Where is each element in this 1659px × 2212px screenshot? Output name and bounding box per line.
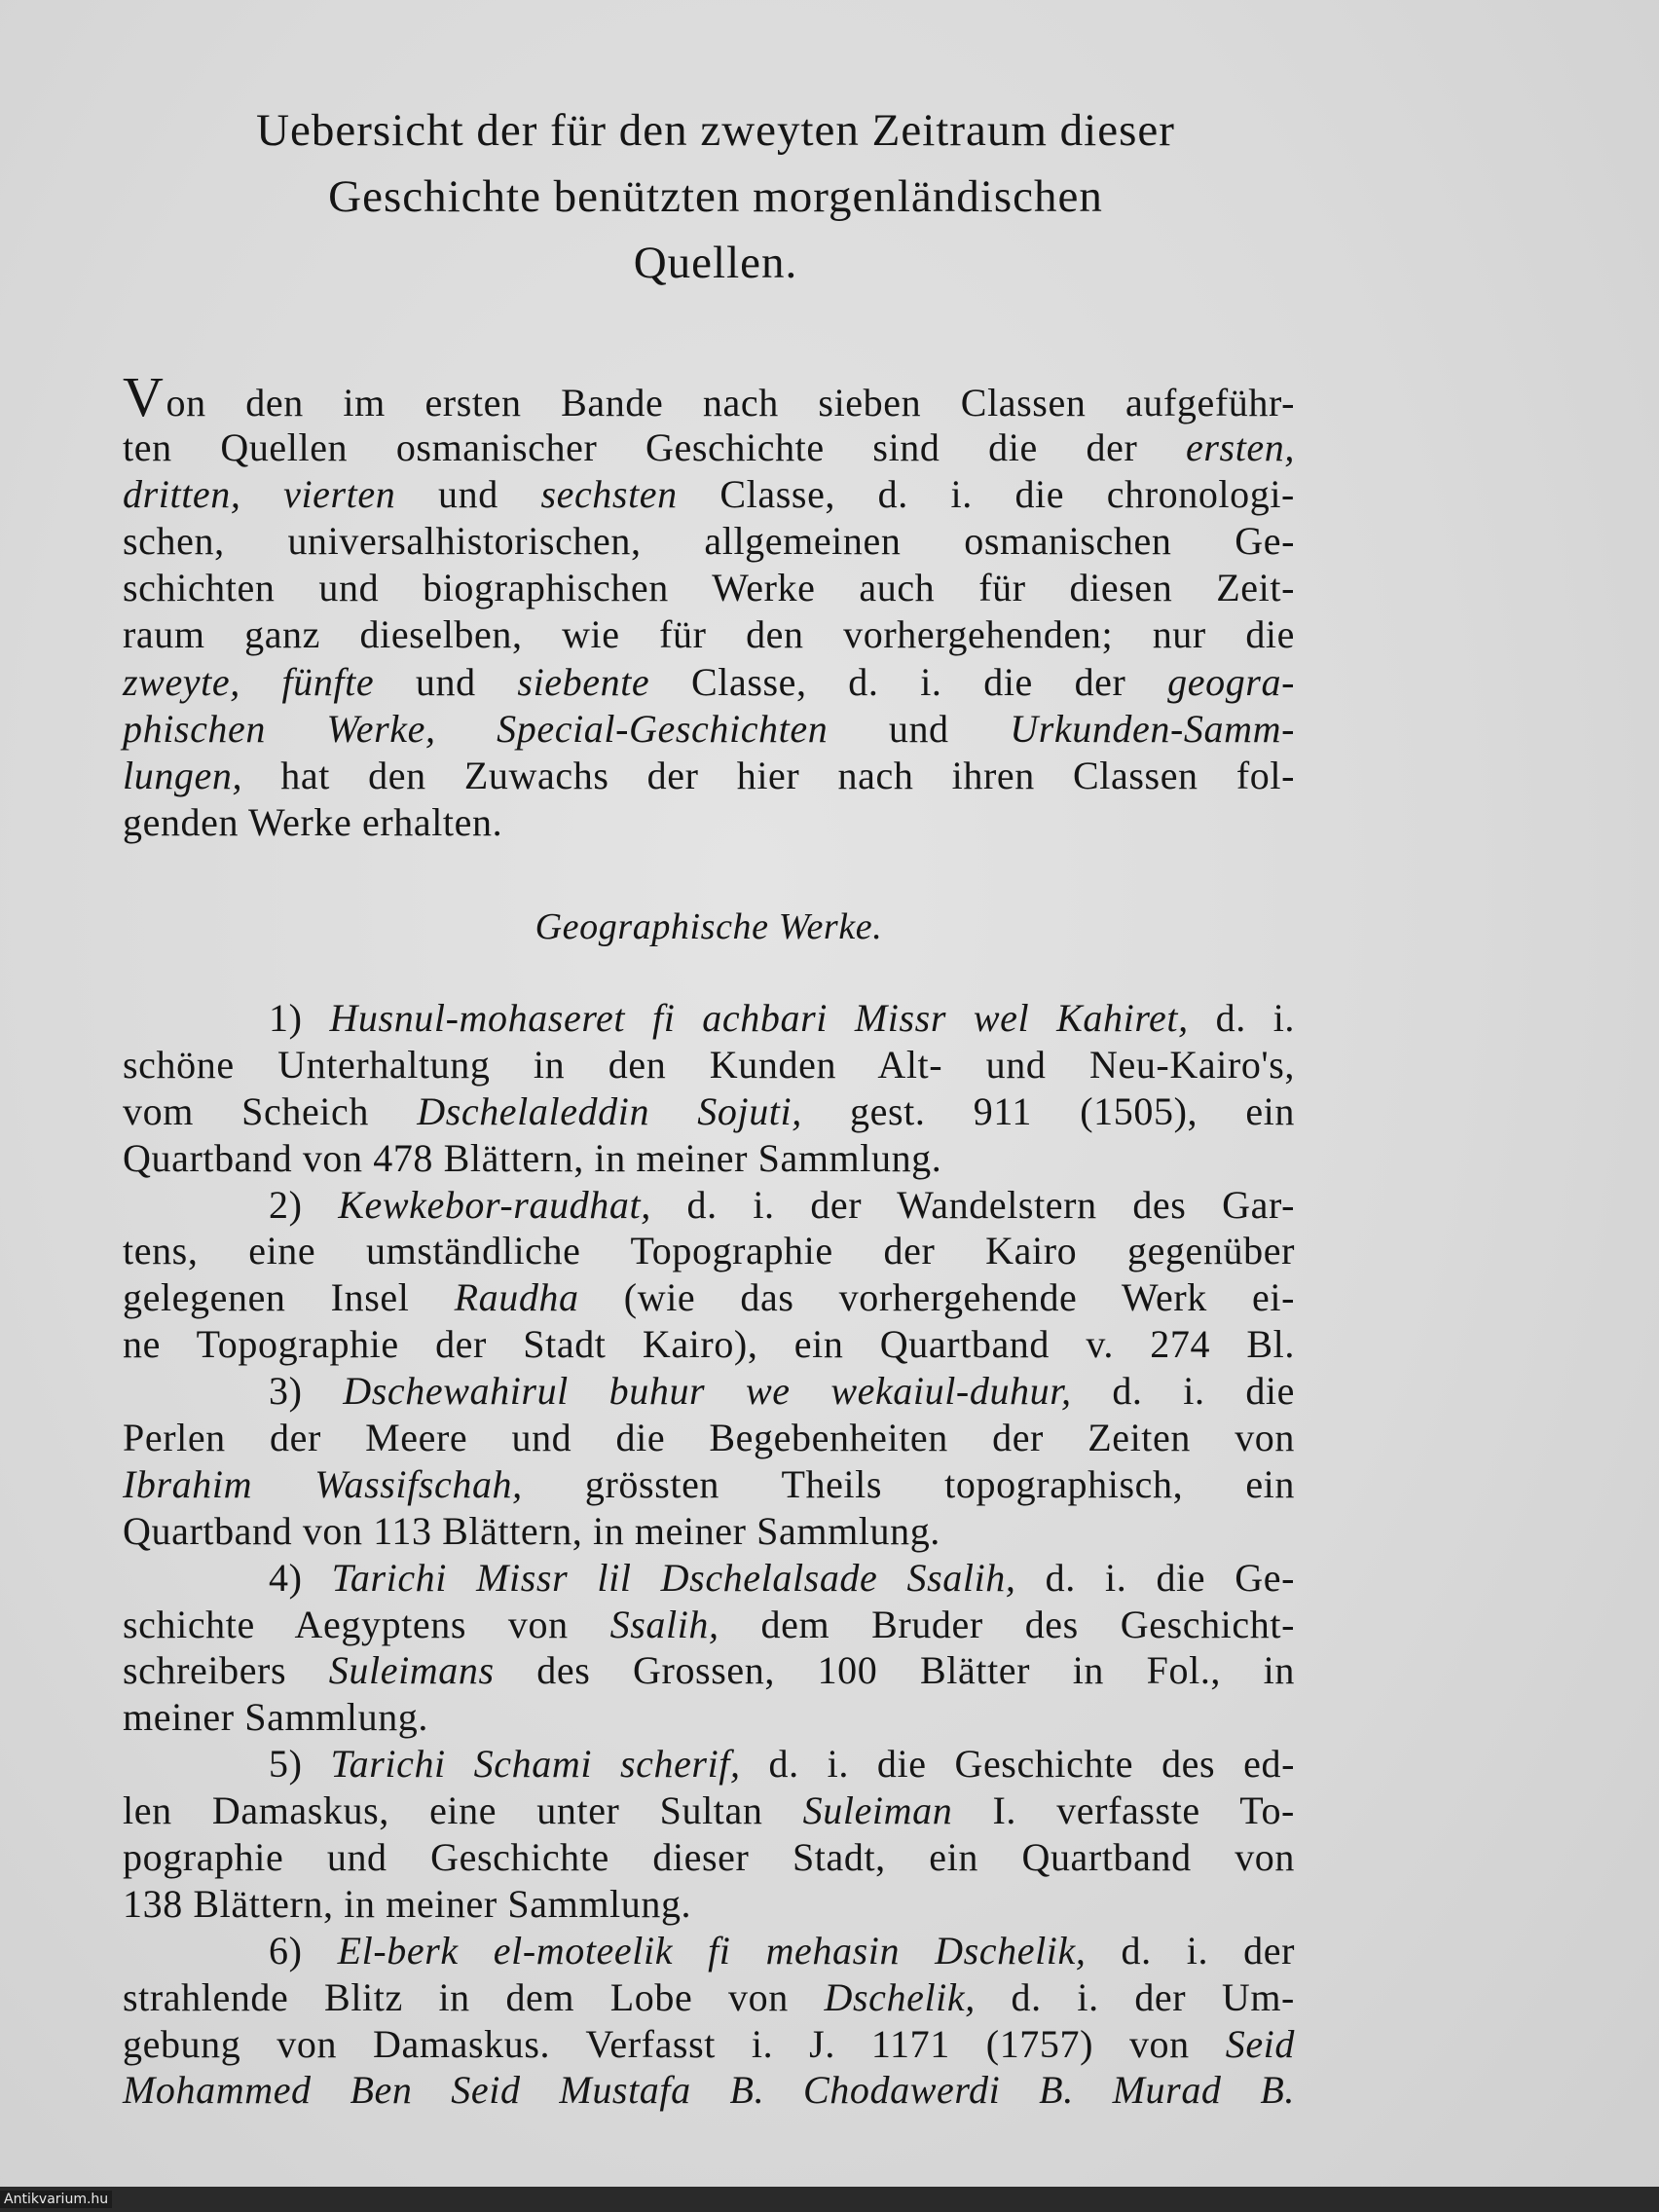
- text-run: Perlen der Meere und die Begebenheiten der Zeiten von: [123, 1416, 1295, 1460]
- text-line: [123, 1415, 1295, 1461]
- text-run: und: [395, 472, 541, 517]
- text-run: on den im ersten Bande nach sieben Classen aufgeführ-: [166, 381, 1295, 424]
- text-run: pographie und Geschichte dieser Stadt, ein Quartband von: [123, 1835, 1295, 1880]
- text-line: [123, 1974, 1295, 2021]
- text-line: [123, 1508, 1295, 1555]
- text-run: raum ganz dieselben, wie für den vorhergehenden; nur die: [123, 612, 1295, 657]
- text-run: grössten Theils topographisch, ein: [522, 1461, 1295, 1506]
- text-run: Classe, d. i. die chronologi-: [677, 472, 1295, 517]
- section-heading: Geographische Werke.: [535, 906, 883, 947]
- italic-text: El-berk el-moteelik fi mehasin Dschelik,: [337, 1928, 1087, 1972]
- text-run: Quartband von 478 Blättern, in meiner Sammlung.: [123, 1135, 942, 1180]
- text-run: und: [374, 659, 518, 704]
- text-run: Classe, d. i. die der: [649, 659, 1168, 704]
- italic-text: sechsten: [540, 472, 678, 517]
- text-line: [123, 1694, 1295, 1741]
- text-run: meiner Sammlung.: [123, 1695, 428, 1740]
- italic-text: zweyte, fünfte: [123, 659, 375, 704]
- italic-text: Suleimans: [328, 1648, 495, 1693]
- italic-text: Ssalih,: [609, 1602, 719, 1646]
- page-heading: [146, 97, 1285, 296]
- text-line: [123, 1182, 1295, 1229]
- bottom-band: [0, 2187, 1659, 2212]
- text-run: schen, universalhistorischen, allgemeinen osmanischen Ge-: [123, 519, 1295, 564]
- italic-text: Kewkebor-raudhat,: [338, 1182, 651, 1227]
- text-line: [123, 706, 1295, 753]
- text-line: [123, 1135, 1295, 1182]
- italic-text: Tarichi Schami scherif,: [330, 1742, 741, 1787]
- italic-text: Suleiman: [802, 1788, 953, 1833]
- text-run: d. i. der: [1086, 1928, 1296, 1972]
- text-run: 4): [269, 1555, 332, 1600]
- text-run: d. i. die Geschichte des ed-: [740, 1742, 1295, 1787]
- heading-line: Quellen.: [633, 238, 798, 288]
- italic-text: phischen Werke, Special-Geschichten: [123, 706, 829, 751]
- italic-text: Dschewahirul buhur we wekaiul-duhur,: [343, 1369, 1072, 1414]
- text-run: und: [828, 706, 1011, 751]
- italic-text: Urkunden-Samm-: [1010, 706, 1295, 751]
- heading-line: Uebersicht der für den zweyten Zeitraum dieser: [256, 105, 1175, 156]
- text-line: [123, 1741, 1295, 1788]
- text-line: [123, 1321, 1295, 1368]
- italic-text: lungen,: [123, 753, 243, 797]
- text-run: d. i. der Um-: [975, 1974, 1295, 2019]
- text-line: [123, 1368, 1295, 1415]
- entries-list: [123, 995, 1295, 2114]
- text-line: [123, 1788, 1295, 1834]
- text-run: genden Werke erhalten.: [123, 799, 503, 844]
- text-line: [123, 1042, 1295, 1088]
- italic-text: Ibrahim Wassifschah,: [123, 1461, 523, 1506]
- italic-text: dritten, vierten: [123, 472, 396, 517]
- text-line: [123, 799, 1295, 846]
- text-run: gelegenen Insel: [123, 1275, 455, 1320]
- text-line: [123, 565, 1295, 611]
- text-run: gebung von Damaskus. Verfasst i. J. 1171 (1757) von: [123, 2021, 1226, 2066]
- text-run: schichten und biographischen Werke auch für diesen Zeit-: [123, 566, 1295, 610]
- text-line: [123, 1228, 1295, 1274]
- text-line: [123, 471, 1295, 518]
- italic-text: Mohammed Ben Seid Mustafa B. Chodawerdi B. Murad B.: [123, 2068, 1295, 2113]
- text-run: strahlende Blitz in dem Lobe von: [123, 1974, 825, 2019]
- text-run: d. i. die: [1071, 1369, 1295, 1414]
- text-line: [123, 1274, 1295, 1321]
- drop-cap: V: [123, 365, 165, 428]
- watermark: Antikvarium.hu: [0, 2191, 112, 2208]
- text-run: 138 Blättern, in meiner Sammlung.: [123, 1881, 692, 1926]
- italic-text: Dschelik,: [824, 1974, 976, 2019]
- text-run: vom Scheich: [123, 1088, 418, 1133]
- text-line: [123, 2021, 1295, 2068]
- text-run: 6): [269, 1928, 338, 1972]
- text-run: tens, eine umständliche Topographie der Kairo gegenüber: [123, 1229, 1295, 1273]
- text-run: (wie das vorhergehende Werk ei-: [578, 1275, 1296, 1320]
- text-line: [123, 753, 1295, 799]
- italic-text: ersten,: [1186, 425, 1295, 470]
- text-run: len Damaskus, eine unter Sultan: [123, 1788, 803, 1833]
- intro-paragraph: [123, 365, 1295, 846]
- italic-text: Husnul-mohaseret fi achbari Missr wel Kahiret,: [329, 996, 1189, 1040]
- text-line: [123, 365, 1295, 428]
- italic-text: Dschelaleddin Sojuti,: [417, 1088, 802, 1133]
- text-run: schreibers: [123, 1648, 329, 1693]
- text-run: ne Topographie der Stadt Kairo), ein Quartband v. 274 Bl.: [123, 1322, 1295, 1367]
- text-line: [123, 2067, 1295, 2114]
- text-line: [123, 995, 1295, 1042]
- italic-text: geogra-: [1167, 659, 1295, 704]
- text-line: [123, 1881, 1295, 1928]
- text-run: schöne Unterhaltung in den Kunden Alt- und Neu-Kairo's,: [123, 1042, 1295, 1087]
- text-run: I. verfasste To-: [952, 1788, 1295, 1833]
- text-line: [123, 659, 1295, 706]
- text-line: [123, 1602, 1295, 1648]
- text-line: [123, 1461, 1295, 1508]
- text-run: Quartband von 113 Blättern, in meiner Sammlung.: [123, 1508, 940, 1553]
- text-run: des Grossen, 100 Blätter in Fol., in: [494, 1648, 1295, 1693]
- italic-text: Raudha: [454, 1275, 579, 1320]
- text-run: dem Bruder des Geschicht-: [719, 1602, 1295, 1646]
- text-run: ten Quellen osmanischer Geschichte sind die der: [123, 425, 1187, 470]
- italic-text: Tarichi Missr lil Dschelalsade Ssalih,: [331, 1555, 1016, 1600]
- heading-line: Geschichte benützten morgenländischen: [328, 171, 1103, 222]
- text-line: [123, 1834, 1295, 1881]
- text-line: [123, 611, 1295, 658]
- italic-text: siebente: [517, 659, 650, 704]
- text-line: [123, 424, 1295, 471]
- text-run: 3): [269, 1369, 344, 1414]
- text-run: hat den Zuwachs der hier nach ihren Classen fol-: [242, 753, 1295, 797]
- text-run: d. i. die Ge-: [1015, 1555, 1296, 1600]
- text-run: d. i.: [1188, 996, 1296, 1040]
- text-line: [123, 1088, 1295, 1135]
- italic-text: Seid: [1225, 2021, 1295, 2066]
- text-line: [123, 1647, 1295, 1694]
- text-run: 5): [269, 1742, 331, 1787]
- text-run: d. i. der Wandelstern des Gar-: [650, 1182, 1296, 1227]
- text-line: [123, 518, 1295, 565]
- text-run: 1): [269, 996, 330, 1040]
- text-run: gest. 911 (1505), ein: [801, 1088, 1295, 1133]
- text-line: [123, 1928, 1295, 1974]
- text-run: 2): [269, 1182, 339, 1227]
- text-run: schichte Aegyptens von: [123, 1602, 610, 1646]
- text-line: [123, 1555, 1295, 1602]
